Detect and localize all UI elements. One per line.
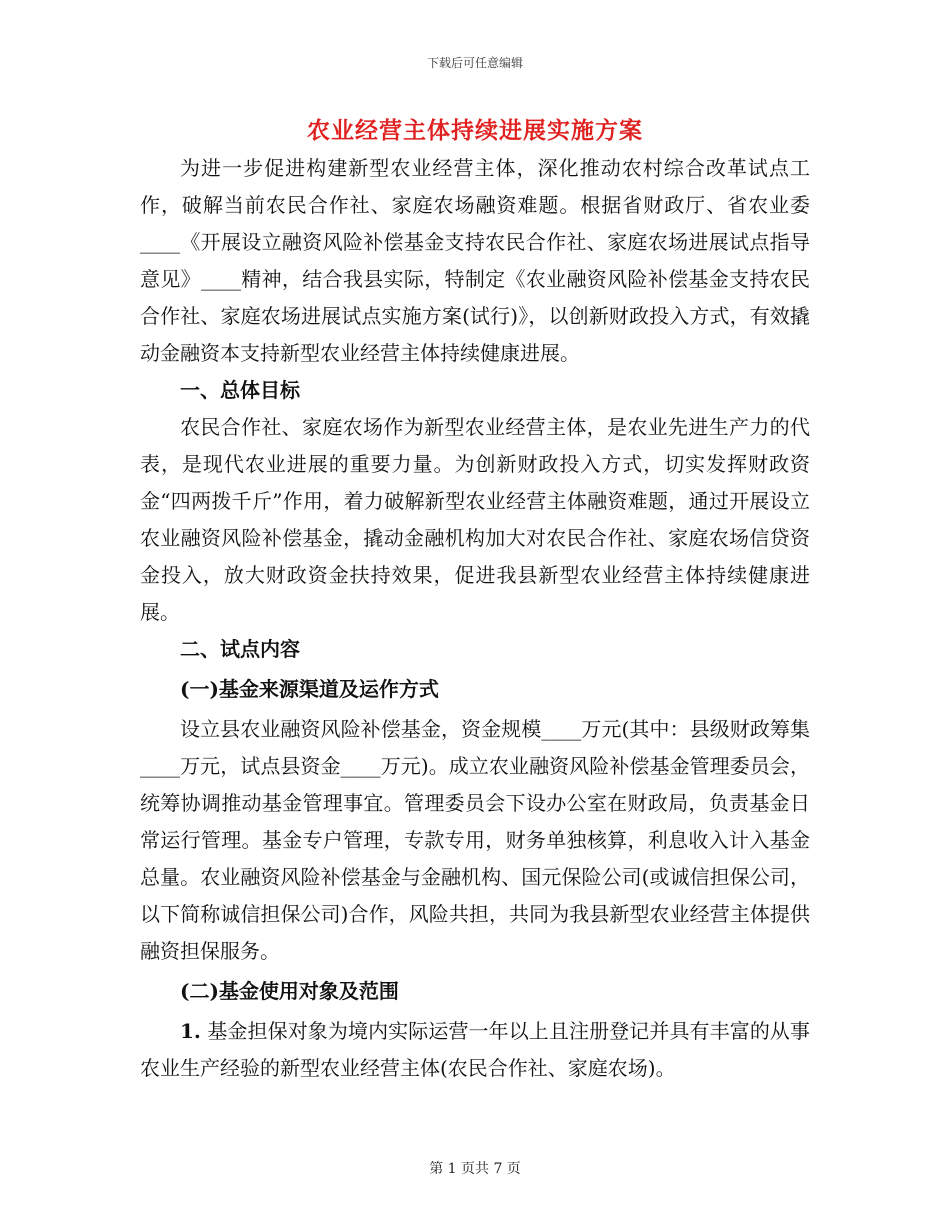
overall-goal-paragraph: 农民合作社、家庭农场作为新型农业经营主体，是农业先进生产力的代表，是现代农业进展的重要力量。为创新财政投入方式，切实发挥财政资金“四两拨千斤”作用，着力破解新型农业经营主体融资难题，通过开展设立农业融资风险补偿基金，撬动金融机构加大对农民合作社、家庭农场信贷资金投入，放大财政资金扶持效果，促进我县新型农业经营主体持续健康进展。 bbox=[140, 415, 810, 624]
intro-paragraph: 为进一步促进构建新型农业经营主体，深化推动农村综合改革试点工作，破解当前农民合作社、家庭农场融资难题。根据省财政厅、省农业委____《开展设立融资风险补偿基金支持农民合作社、家庭农场进展试点指导意见》____精神，结合我县实际，特制定《农业融资风险补偿基金支持农民合作社、家庭农场进展试点实施方案(试行)》，以创新财政投入方式，有效撬动金融资本支持新型农业经营主体持续健康进展。 bbox=[140, 156, 810, 365]
section-heading-overall-goal: 一、总体目标 bbox=[180, 378, 300, 402]
page-header-note: 下载后可任意编辑 bbox=[426, 56, 523, 70]
page-footer: 第 1 页共 7 页 bbox=[429, 1161, 521, 1177]
list-item-text: 基金担保对象为境内实际运营一年以上且注册登记并具有丰富的从事农业生产经验的新型农业经营主体(农民合作社、家庭农场)。 bbox=[140, 1019, 811, 1080]
subsection-heading-fund-usage: (二)基金使用对象及范围 bbox=[180, 979, 399, 1003]
document-body bbox=[140, 150, 810, 1087]
list-item-guarantee-targets bbox=[140, 1013, 810, 1087]
fund-source-paragraph: 设立县农业融资风险补偿基金，资金规模____万元(其中：县级财政筹集____万元，试点县资金____万元)。成立农业融资风险补偿基金管理委员会，统筹协调推动基金管理事宜。管理委员会下设办公室在财政局，负责基金日常运行管理。基金专户管理，专款专用，财务单独核算，利息收入计入基金总量。农业融资风险补偿基金与金融机构、国元保险公司(或诚信担保公司，以下简称诚信担保公司)合作，风险共担，共同为我县新型农业经营主体提供融资担保服务。 bbox=[140, 717, 810, 963]
document-title: 农业经营主体持续进展实施方案 bbox=[307, 117, 643, 144]
subsection-heading-fund-source: (一)基金来源渠道及运作方式 bbox=[180, 677, 439, 701]
list-item-number: 1. bbox=[180, 1019, 201, 1043]
section-heading-pilot-content: 二、试点内容 bbox=[180, 637, 300, 661]
